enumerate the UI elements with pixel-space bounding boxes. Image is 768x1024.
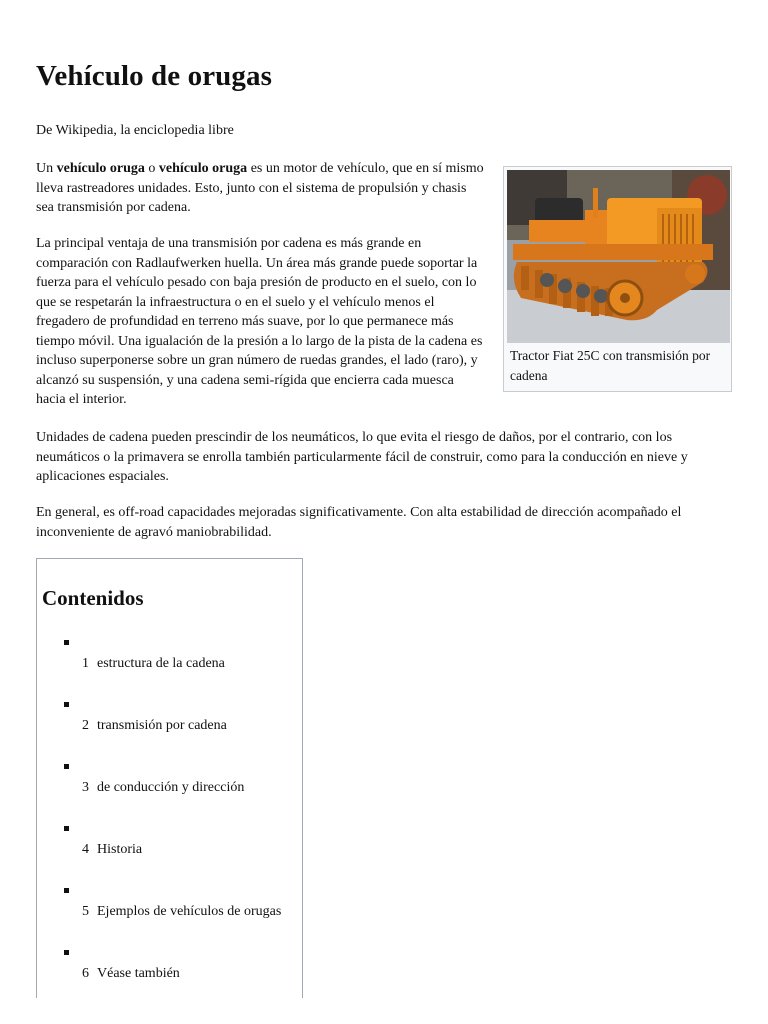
bullet-icon <box>64 950 69 955</box>
paragraph-offroad: En general, es off-road capacidades mejoradas significativamente. Con alta estabilidad de dirección acompañado el inconveniente de agravó maniobrabilidad. <box>36 505 682 540</box>
bold-term: vehículo oruga <box>158 161 248 176</box>
toc-link[interactable]: 4 Historia <box>82 842 143 857</box>
toc-link[interactable]: 6 Véase también <box>82 966 180 981</box>
bullet-icon <box>64 702 69 707</box>
page-title: Vehículo de orugas <box>36 60 272 92</box>
bold-term: vehículo oruga <box>56 161 145 176</box>
toc-link[interactable]: 1 estructura de la cadena <box>82 656 225 671</box>
figure-caption: Tractor Fiat 25C con transmisión por cadena <box>510 348 711 383</box>
bullet-icon <box>64 888 69 893</box>
paragraph-intro: Un vehículo oruga o vehículo oruga es un motor de vehículo, que en sí mismo lleva rastreadores unidades. Esto, junto con el sistema de propulsión y chasis sea transmisión por cadena. <box>36 161 484 215</box>
figure-thumbnail <box>503 166 732 392</box>
toc-link[interactable]: 2 transmisión por cadena <box>82 718 227 733</box>
toc-link[interactable]: 5 Ejemplos de vehículos de orugas <box>82 904 282 919</box>
tractor-image[interactable] <box>507 170 730 343</box>
paragraph-advantages: La principal ventaja de una transmisión por cadena es más grande en comparación con Radlaufwerken huella. Un área más grande puede soportar la fuerza para el vehículo pesado con baja presión de producto en el suelo, con lo que se respetarán la infraestructura o en el suelo y el vehículo menos el fregadero de profundidad en terreno más suave, por lo que permanece más tiempo móvil. Una igualación de la presión a lo largo de la pista de la cadena es incluso superponerse sobre un gran número de ruedas grandes, el lado (raro), y alcanzó su suspensión, y una cadena semi-rígida que encierra cada muesca hacia el interior. <box>36 236 483 407</box>
bullet-icon <box>64 764 69 769</box>
table-of-contents <box>36 558 303 998</box>
bullet-icon <box>64 640 69 645</box>
bullet-icon <box>64 826 69 831</box>
paragraph-tires: Unidades de cadena pueden prescindir de los neumáticos, lo que evita el riesgo de daños, por el contrario, con los neumáticos o la primavera se enrolla también particularmente fácil de construir, como para la conducción en nieve y aplicaciones espaciales. <box>36 430 688 484</box>
site-subtitle: De Wikipedia, la enciclopedia libre <box>36 123 234 138</box>
toc-title: Contenidos <box>42 586 144 610</box>
toc-link[interactable]: 3 de conducción y dirección <box>82 780 245 795</box>
